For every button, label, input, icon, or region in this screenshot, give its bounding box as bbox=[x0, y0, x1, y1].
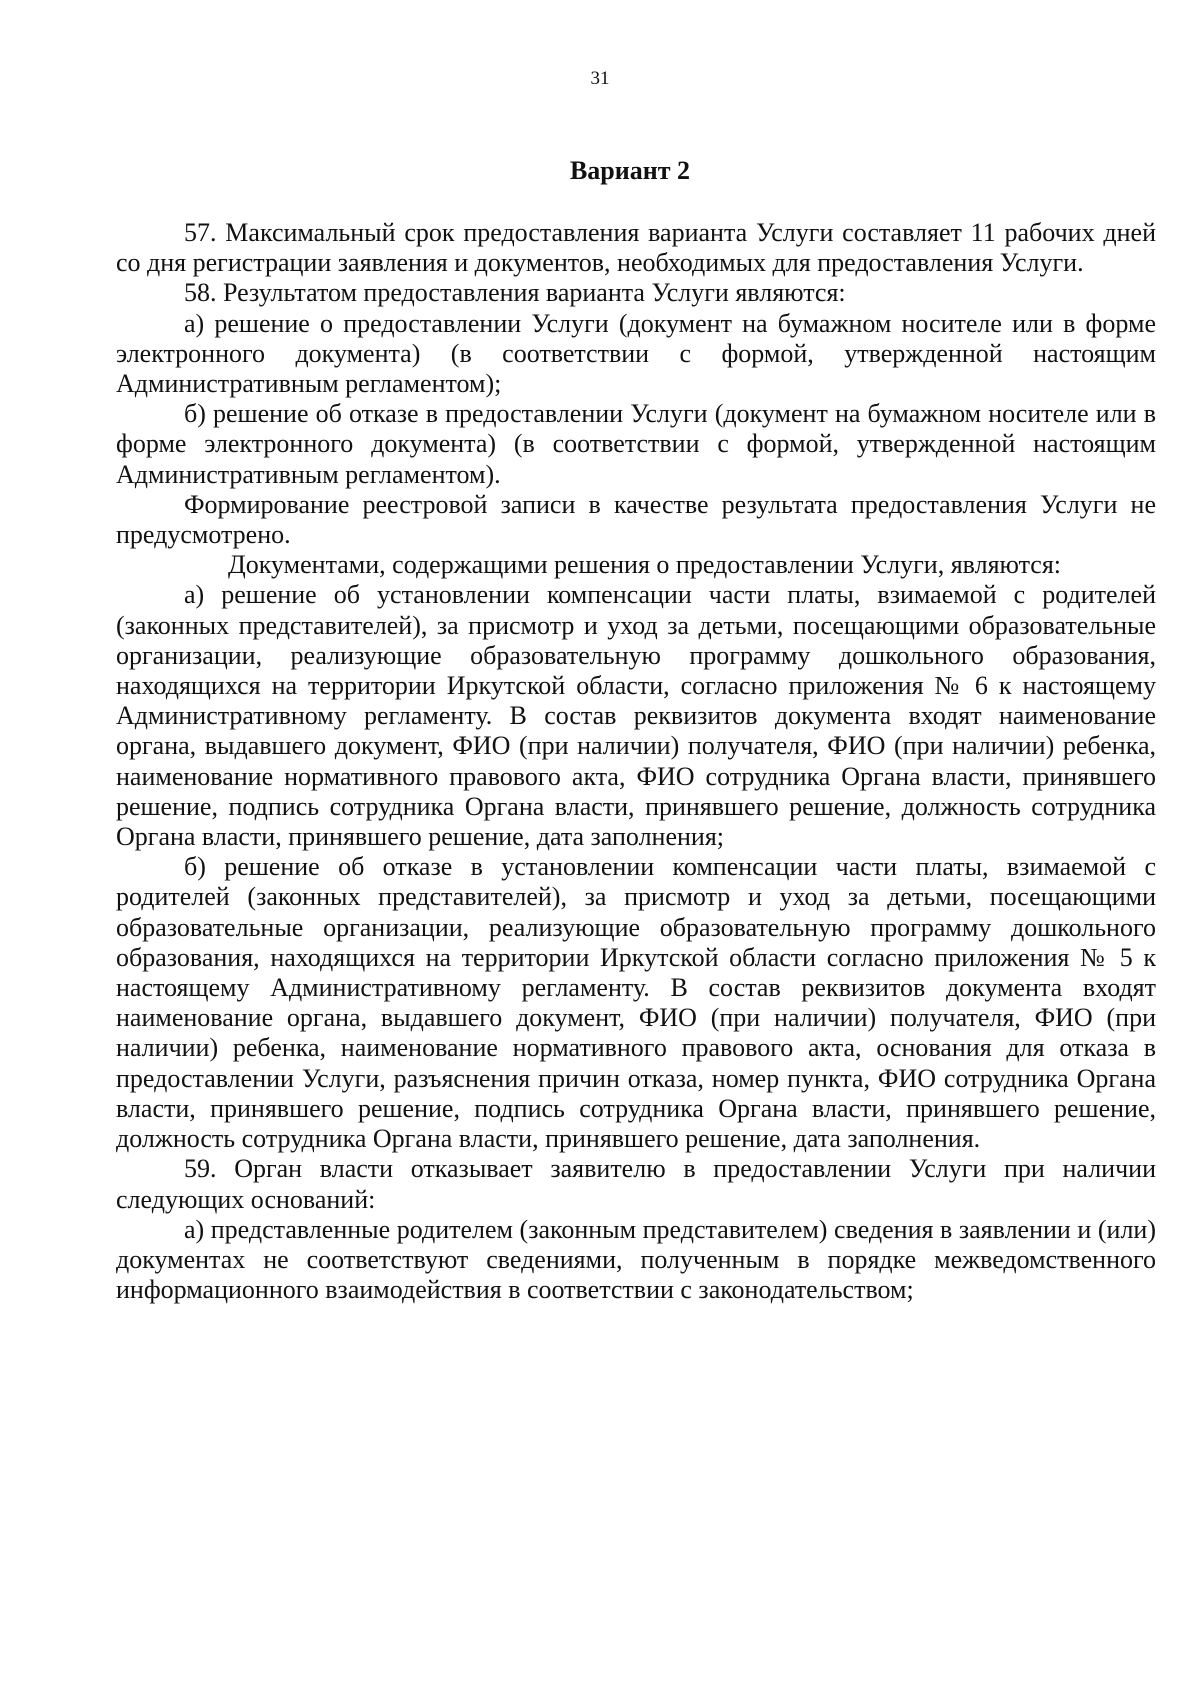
document-body bbox=[116, 218, 1156, 1305]
paragraph-58-b: б) решение об отказе в предоставлении Услуги (документ на бумажном носителе или в форме электронного документа) (в соответствии с формой, утвержденной настоящим Административным регламентом). bbox=[116, 399, 1156, 489]
paragraph-registry-record: Формирование реестровой записи в качестве результата предоставления Услуги не предусмотрено. bbox=[116, 489, 1156, 550]
paragraph-decision-b: б) решение об отказе в установлении компенсации части платы, взимаемой с родителей (законных представителей), за присмотр и уход за детьми, посещающими образовательные организации, реализующие образовательную программу дошкольного образования, находящихся на территории Иркутской области согласно приложения № 5 к настоящему Административному регламенту. В состав реквизитов документа входят наименование органа, выдавшего документ, ФИО (при наличии) получателя, ФИО (при наличии) ребенка, наименование нормативного правового акта, основания для отказа в предоставлении Услуги, разъяснения причин отказа, номер пункта, ФИО сотрудника Органа власти, принявшего решение, подпись сотрудника Органа власти, принявшего решение, должность сотрудника Органа власти, принявшего решение, дата заполнения. bbox=[116, 852, 1156, 1154]
paragraph-58-a: а) решение о предоставлении Услуги (документ на бумажном носителе или в форме электронного документа) (в соответствии с формой, утвержденной настоящим Административным регламентом); bbox=[116, 308, 1156, 399]
paragraph-57-term: 57. Максимальный срок предоставления варианта Услуги составляет 11 рабочих дней со дня регистрации заявления и документов, необходимых для предоставления Услуги. bbox=[116, 218, 1156, 278]
paragraph-59-a: а) представленные родителем (законным представителем) сведения в заявлении и (или) документах не соответствуют сведениями, полученным в порядке межведомственного информационного взаимодействия в соответствии с законодательством; bbox=[116, 1214, 1156, 1305]
paragraph-decision-documents: Документами, содержащими решения о предоставлении Услуги, являются: bbox=[228, 550, 1062, 580]
paragraph-58-result: 58. Результатом предоставления варианта Услуги являются: bbox=[184, 278, 846, 308]
section-heading: Вариант 2 bbox=[569, 156, 691, 185]
paragraph-decision-a: а) решение об установлении компенсации части платы, взимаемой с родителей (законных представителей), за присмотр и уход за детьми, посещающими образовательные организации, реализующие образовательную программу дошкольного образования, находящихся на территории Иркутской области, согласно приложения № 6 к настоящему Административному регламенту. В состав реквизитов документа входят наименование органа, выдавшего документ, ФИО (при наличии) получателя, ФИО (при наличии) ребенка, наименование нормативного правового акта, ФИО сотрудника Органа власти, принявшего решение, подпись сотрудника Органа власти, принявшего решение, должность сотрудника Органа власти, принявшего решение, дата заполнения; bbox=[116, 580, 1156, 852]
paragraph-59-refusal: 59. Орган власти отказывает заявителю в предоставлении Услуги при наличии следующих оснований: bbox=[116, 1154, 1156, 1214]
page-number: 31 bbox=[590, 68, 610, 89]
